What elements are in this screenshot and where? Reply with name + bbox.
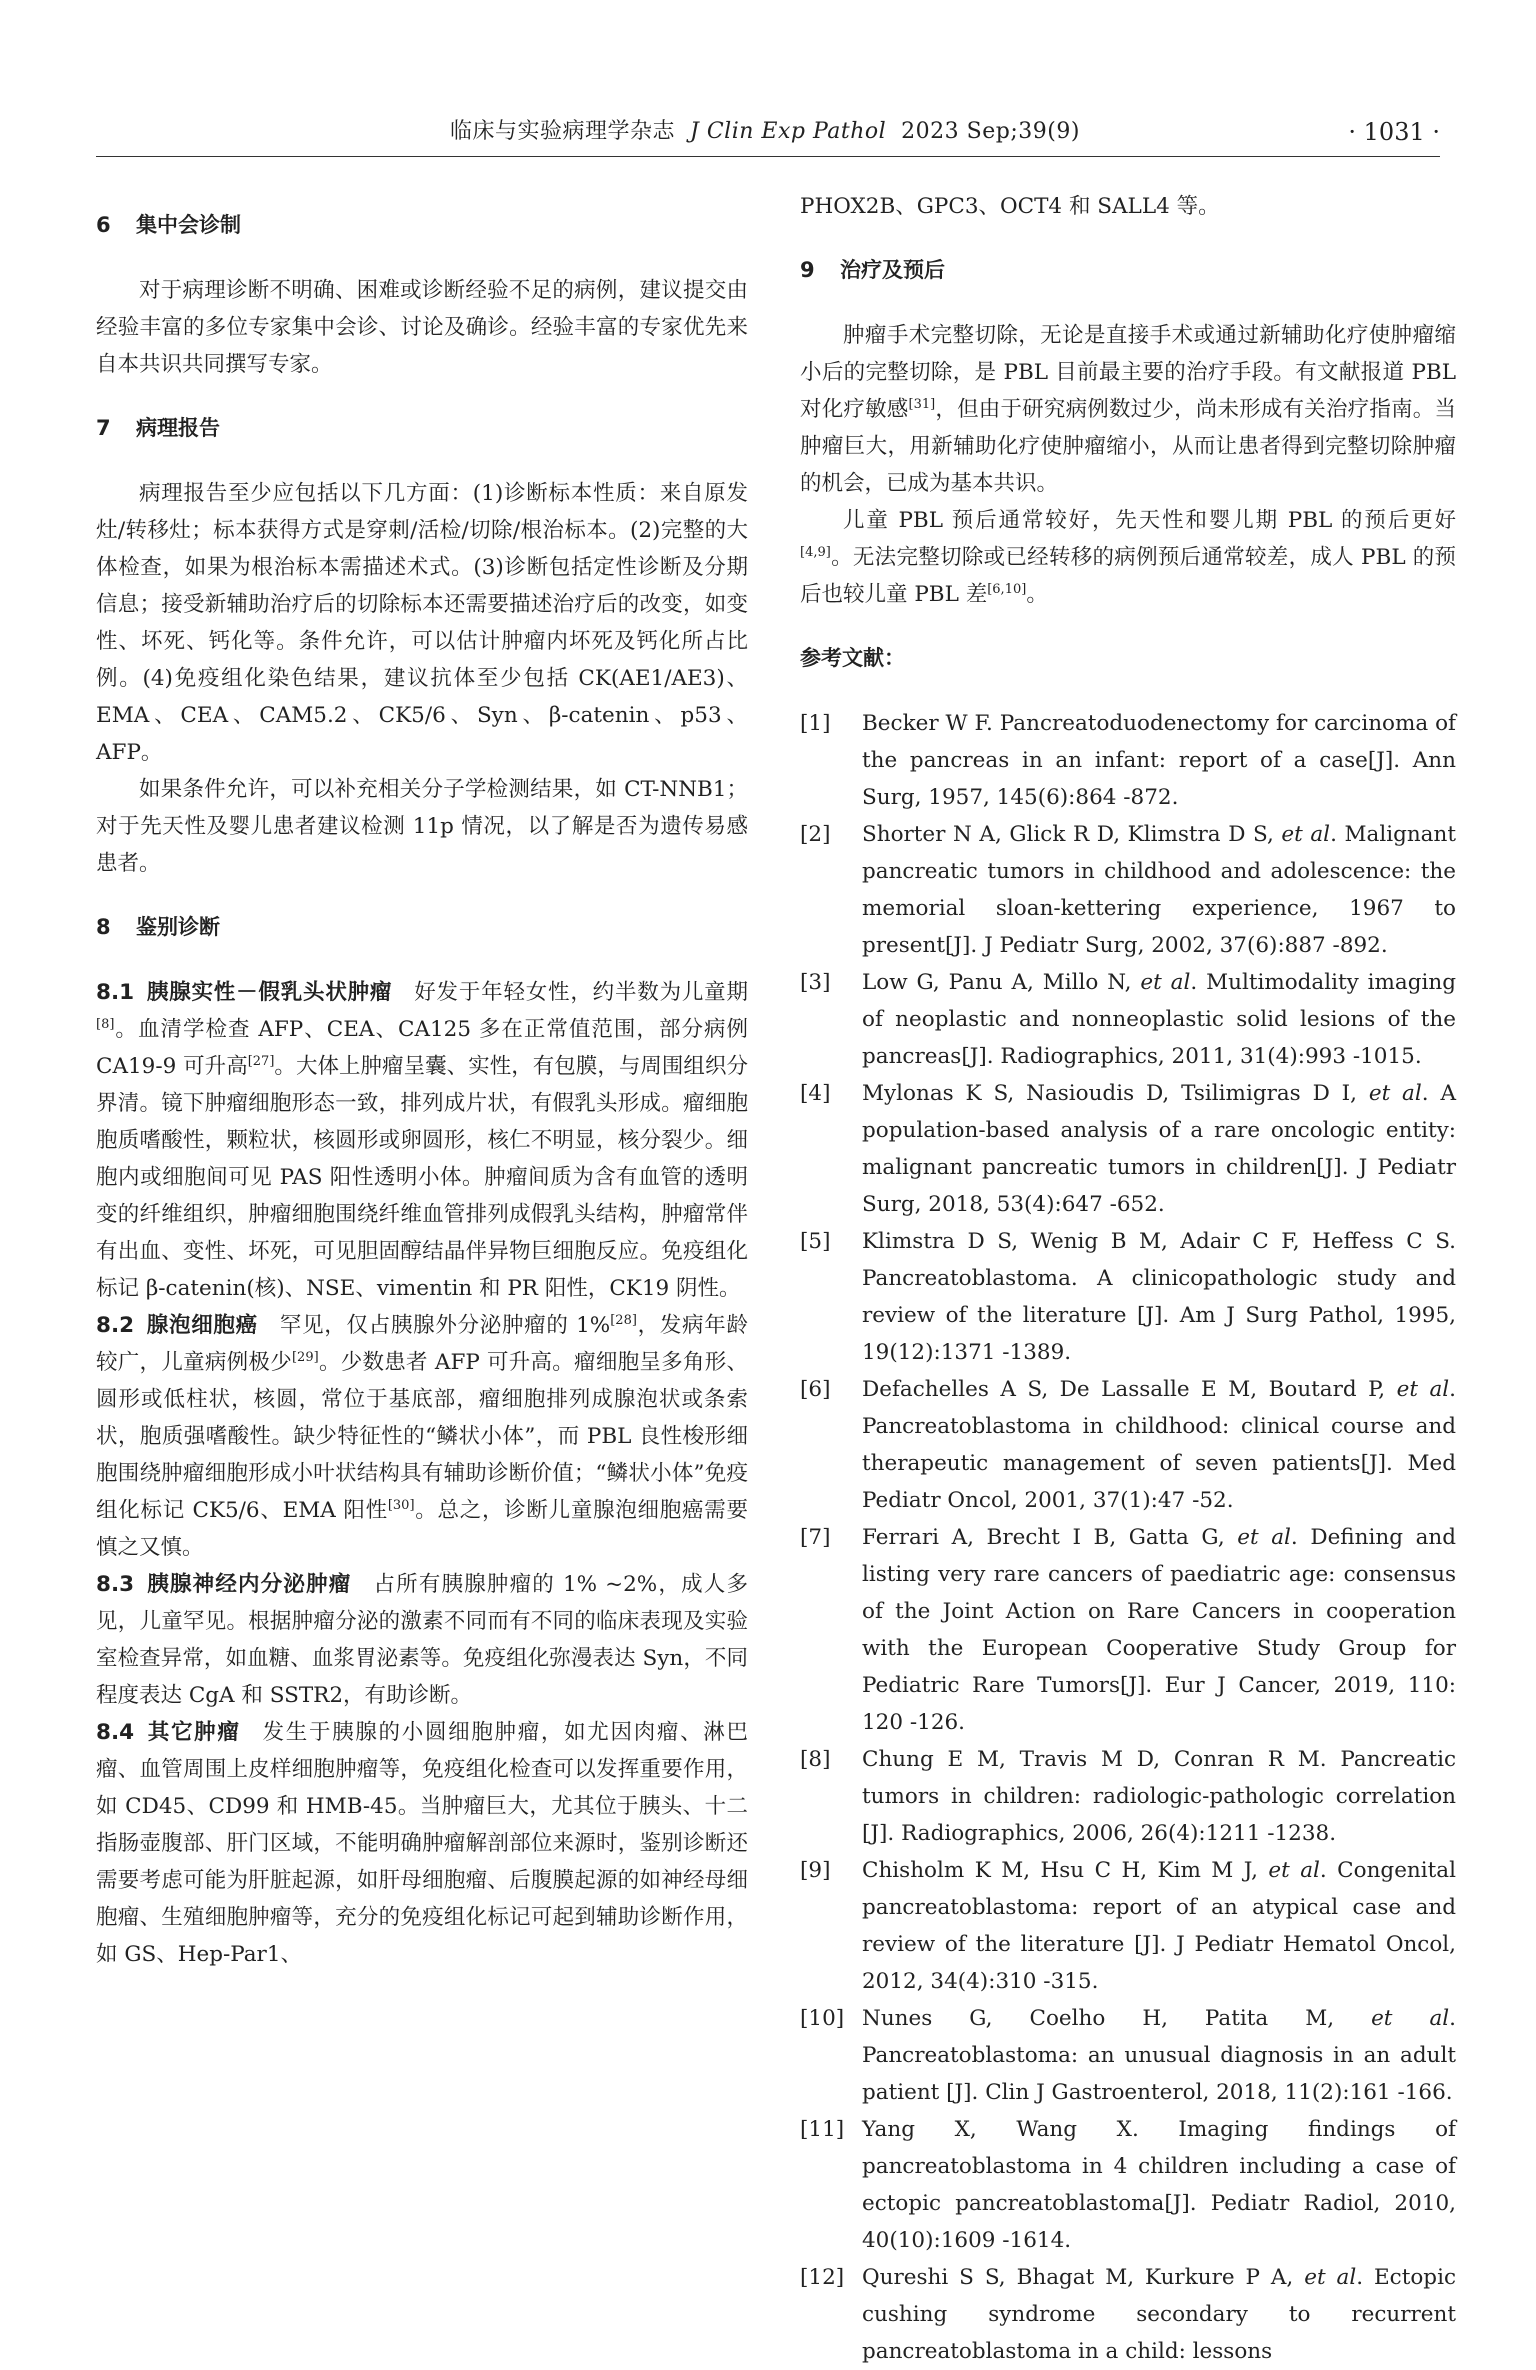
subsection-number: 8.3 bbox=[96, 1572, 135, 1597]
et-al: et al bbox=[1140, 970, 1191, 995]
reference-text: . Multimodality imaging of neoplastic and nonneoplastic solid lesions of the pancreas[J]. Radiographics, 2011, 31(4):993 -1015. bbox=[862, 970, 1456, 1069]
body-text: 。少数患者 AFP 可升高。瘤细胞呈多角形、圆形或低柱状，核圆，常位于基底部，瘤细胞排列成腺泡状或条索状，胞质强嗜酸性。缺少特征性的“鳞状小体”，而 PBL 良性梭形细胞围绕肿瘤细胞形成小叶状结构具有辅助诊断价值；“鳞状小体”免疫组化标记 CK5/6、EMA 阳性 bbox=[96, 1350, 748, 1523]
subsection-heading bbox=[96, 1720, 241, 1745]
left-column bbox=[96, 180, 748, 1973]
reference-item bbox=[800, 1519, 1456, 1741]
subsection-heading bbox=[96, 1313, 258, 1338]
et-al: et al bbox=[1396, 1377, 1450, 1402]
section-title: 集中会诊制 bbox=[136, 213, 241, 237]
citation: [27] bbox=[247, 1054, 275, 1069]
section-number: 8 bbox=[96, 915, 111, 939]
journal-title bbox=[450, 112, 1080, 152]
body-text: 罕见，仅占胰腺外分泌肿瘤的 1% bbox=[279, 1313, 611, 1338]
reference-number: [2] bbox=[800, 822, 831, 847]
subsection-heading bbox=[96, 980, 392, 1005]
section-6-paragraph: 对于病理诊断不明确、困难或诊断经验不足的病例，建议提交由经验丰富的多位专家集中会诊、讨论及确诊。经验丰富的专家优先来自本共识共同撰写专家。 bbox=[96, 278, 748, 377]
body-text: ，发病年龄较广，儿童病例极少 bbox=[96, 1313, 748, 1375]
journal-issue: 2023 Sep;39(9) bbox=[901, 119, 1080, 144]
section-7-paragraph-1: 病理报告至少应包括以下几方面：(1)诊断标本性质：来自原发灶/转移灶；标本获得方式是穿刺/活检/切除/根治标本。(2)完整的大体检查，如果为根治标本需描述术式。(3)诊断包括定性诊断及分期信息；接受新辅助治疗后的切除标本还需要描述治疗后的改变，如变性、坏死、钙化等。条件允许，可以估计肿瘤内坏死及钙化所占比例。(4)免疫组化染色结果，建议抗体至少包括 CK(AE1/AE3)、EMA、CEA、CAM5.2、CK5/6、Syn、β-catenin、p53、AFP。 bbox=[96, 481, 748, 765]
body-text: 好发于年轻女性，约半数为儿童期 bbox=[414, 980, 748, 1005]
page-number: · 1031 · bbox=[1348, 118, 1440, 146]
et-al: et al bbox=[1237, 1525, 1291, 1550]
reference-text: Nunes G, Coelho H, Patita M, bbox=[862, 2006, 1372, 2031]
body-text: ，但由于研究病例数过少，尚未形成有关治疗指南。当肿瘤巨大，用新辅助化疗使肿瘤缩小，从而让患者得到完整切除肿瘤的机会，已成为基本共识。 bbox=[800, 397, 1456, 496]
reference-text: . A population-based analysis of a rare oncologic entity: malignant pancreatic tumors in children[J]. J Pediatr Surg, 2018, 53(4):647 -652. bbox=[862, 1081, 1456, 1217]
et-al: et al bbox=[1281, 822, 1331, 847]
reference-item bbox=[800, 1075, 1456, 1223]
running-header bbox=[0, 112, 1536, 152]
reference-item bbox=[800, 2111, 1456, 2259]
subsection-title: 胰腺实性－假乳头状肿瘤 bbox=[146, 980, 393, 1005]
references-heading: 参考文献： bbox=[800, 646, 905, 670]
reference-item bbox=[800, 1371, 1456, 1519]
et-al: et al bbox=[1368, 1081, 1422, 1106]
reference-number: [6] bbox=[800, 1377, 831, 1402]
reference-number: [11] bbox=[800, 2117, 845, 2142]
reference-text: . Congenital pancreatoblastoma: report of an atypical case and review of the literature [J]. J Pediatr Hematol Oncol, 2012, 34(4):310 -315. bbox=[862, 1858, 1456, 1994]
section-9-paragraph-2 bbox=[800, 502, 1456, 613]
reference-item bbox=[800, 1852, 1456, 2000]
reference-number: [1] bbox=[800, 711, 831, 736]
reference-text: . Pancreatoblastoma: an unusual diagnosis in an adult patient [J]. Clin J Gastroenterol, 2018, 11(2):161 -166. bbox=[862, 2006, 1456, 2105]
subsection-8-4 bbox=[96, 1714, 748, 1973]
section-title: 病理报告 bbox=[136, 416, 220, 440]
header-rule bbox=[96, 156, 1440, 157]
body-text: 肿瘤手术完整切除，无论是直接手术或通过新辅助化疗使肿瘤缩小后的完整切除，是 PBL 目前最主要的治疗手段。有文献报道 PBL 对化疗敏感 bbox=[800, 323, 1456, 422]
subsection-title: 腺泡细胞癌 bbox=[146, 1313, 258, 1338]
reference-item bbox=[800, 1741, 1456, 1852]
section-9-paragraph-1 bbox=[800, 317, 1456, 502]
reference-text: Yang X, Wang X. Imaging findings of pancreatoblastoma in 4 children including a case of ectopic pancreatoblastoma[J]. Pediatr Radiol, 2010, 40(10):1609 -1614. bbox=[862, 2117, 1456, 2253]
citation: [28] bbox=[610, 1313, 637, 1328]
reference-item bbox=[800, 2000, 1456, 2111]
body-text: 儿童 PBL 预后通常较好，先天性和婴儿期 PBL 的预后更好 bbox=[843, 508, 1456, 533]
body-text: 占所有胰腺肿瘤的 1% ~2%，成人多见，儿童罕见。根据肿瘤分泌的激素不同而有不同的临床表现及实验室检查异常，如血糖、血浆胃泌素等。免疫组化弥漫表达 Syn，不同程度表达 CgA 和 SSTR2，有助诊断。 bbox=[96, 1572, 748, 1708]
citation: [30] bbox=[387, 1498, 415, 1513]
body-text: 。 bbox=[1026, 582, 1048, 607]
subsection-8-2 bbox=[96, 1307, 748, 1566]
et-al: et al bbox=[1304, 2265, 1357, 2290]
right-column bbox=[800, 180, 1456, 2370]
reference-text: Ferrari A, Brecht I B, Gatta G, bbox=[862, 1525, 1238, 1550]
reference-text: . Malignant pancreatic tumors in childhood and adolescence: the memorial sloan-kettering experience, 1967 to present[J]. J Pediatr Surg, 2002, 37(6):887 -892. bbox=[862, 822, 1456, 958]
reference-number: [10] bbox=[800, 2006, 845, 2031]
reference-text: . Pancreatoblastoma in childhood: clinical course and therapeutic management of seven patients[J]. Med Pediatr Oncol, 2001, 37(1):47 -52. bbox=[862, 1377, 1456, 1513]
et-al: et al bbox=[1268, 1858, 1320, 1883]
reference-item bbox=[800, 705, 1456, 816]
body-text: 。血清学检查 AFP、CEA、CA125 多在正常值范围，部分病例 CA19-9 可升高 bbox=[96, 1017, 748, 1079]
journal-title-en: J Clin Exp Pathol bbox=[690, 119, 887, 144]
subsection-8-1 bbox=[96, 974, 748, 1307]
reference-text: Defachelles A S, De Lassalle E M, Boutard P, bbox=[862, 1377, 1397, 1402]
body-text: 。无法完整切除或已经转移的病例预后通常较差，成人 PBL 的预后也较儿童 PBL 差 bbox=[800, 545, 1456, 607]
reference-text: Chung E M, Travis M D, Conran R M. Pancreatic tumors in children: radiologic-pathologic correlation [J]. Radiographics, 2006, 26(4):1211 -1238. bbox=[862, 1747, 1456, 1846]
section-number: 9 bbox=[800, 258, 815, 282]
subsection-heading bbox=[96, 1572, 351, 1597]
reference-text: Becker W F. Pancreatoduodenectomy for carcinoma of the pancreas in an infant: report of a case[J]. Ann Surg, 1957, 145(6):864 -872. bbox=[862, 711, 1456, 810]
section-number: 7 bbox=[96, 416, 111, 440]
body-text: 。总之，诊断儿童腺泡细胞癌需要慎之又慎。 bbox=[96, 1498, 748, 1560]
citation: [4,9] bbox=[800, 545, 831, 560]
section-7-heading bbox=[96, 411, 748, 445]
reference-item bbox=[800, 1223, 1456, 1371]
reference-number: [7] bbox=[800, 1525, 831, 1550]
subsection-title: 胰腺神经内分泌肿瘤 bbox=[146, 1572, 352, 1597]
reference-text: Klimstra D S, Wenig B M, Adair C F, Heffess C S. Pancreatoblastoma. A clinicopathologic study and review of the literature [J]. Am J Surg Pathol, 1995, 19(12):1371 -1389. bbox=[862, 1229, 1456, 1365]
reference-text: Low G, Panu A, Millo N, bbox=[862, 970, 1141, 995]
body-text: 。大体上肿瘤呈囊、实性，有包膜，与周围组织分界清。镜下肿瘤细胞形态一致，排列成片状，有假乳头形成。瘤细胞胞质嗜酸性，颗粒状，核圆形或卵圆形，核仁不明显，核分裂少。细胞内或细胞间可见 PAS 阳性透明小体。肿瘤间质为含有血管的透明变的纤维组织，肿瘤细胞围绕纤维血管排列成假乳头结构，肿瘤常伴有出血、变性、坏死，可见胆固醇结晶伴异物巨细胞反应。免疫组化标记 β-catenin(核)、NSE、vimentin 和 PR 阳性，CK19 阴性。 bbox=[96, 1054, 748, 1301]
section-8-heading bbox=[96, 910, 748, 944]
section-6-heading bbox=[96, 208, 748, 242]
reference-number: [5] bbox=[800, 1229, 831, 1254]
continued-text: PHOX2B、GPC3、OCT4 和 SALL4 等。 bbox=[800, 194, 1220, 219]
subsection-number: 8.1 bbox=[96, 980, 135, 1005]
reference-number: [8] bbox=[800, 1747, 831, 1772]
et-al: et al bbox=[1371, 2006, 1450, 2031]
reference-number: [9] bbox=[800, 1858, 831, 1883]
reference-item bbox=[800, 816, 1456, 964]
citation: [31] bbox=[908, 397, 936, 412]
reference-number: [4] bbox=[800, 1081, 831, 1106]
reference-item bbox=[800, 964, 1456, 1075]
section-title: 治疗及预后 bbox=[840, 258, 945, 282]
citation: [29] bbox=[291, 1350, 319, 1365]
reference-number: [12] bbox=[800, 2265, 845, 2290]
reference-text: Qureshi S S, Bhagat M, Kurkure P A, bbox=[862, 2265, 1305, 2290]
reference-text: Shorter N A, Glick R D, Klimstra D S, bbox=[862, 822, 1282, 847]
reference-number: [3] bbox=[800, 970, 831, 995]
section-title: 鉴别诊断 bbox=[136, 915, 220, 939]
reference-text: . Defining and listing very rare cancers of paediatric age: consensus of the Joint Action on Rare Cancers in cooperation with the European Cooperative Study Group for Pediatric Rare Tumors[J]. Eur J Cancer, 2019, 110: 120 -126. bbox=[862, 1525, 1456, 1735]
subsection-number: 8.4 bbox=[96, 1720, 135, 1745]
reference-text: . Ectopic cushing syndrome secondary to recurrent pancreatoblastoma in a child: lessons bbox=[862, 2265, 1456, 2364]
subsection-8-3 bbox=[96, 1566, 748, 1714]
reference-text: Mylonas K S, Nasioudis D, Tsilimigras D I, bbox=[862, 1081, 1369, 1106]
reference-text: Chisholm K M, Hsu C H, Kim M J, bbox=[862, 1858, 1269, 1883]
subsection-number: 8.2 bbox=[96, 1313, 135, 1338]
subsection-title: 其它肿瘤 bbox=[146, 1720, 241, 1745]
body-text: 发生于胰腺的小圆细胞肿瘤，如尤因肉瘤、淋巴瘤、血管周围上皮样细胞肿瘤等，免疫组化检查可以发挥重要作用，如 CD45、CD99 和 HMB-45。当肿瘤巨大，尤其位于胰头、十二指肠壶腹部、肝门区域，不能明确肿瘤解剖部位来源时，鉴别诊断还需要考虑可能为肝脏起源，如肝母细胞瘤、后腹膜起源的如神经母细胞瘤、生殖细胞肿瘤等，充分的免疫组化标记可起到辅助诊断作用，如 GS、Hep-Par1、 bbox=[96, 1720, 748, 1967]
citation: [8] bbox=[96, 1017, 115, 1032]
citation: [6,10] bbox=[987, 582, 1027, 597]
reference-list bbox=[800, 705, 1456, 2370]
section-9-heading bbox=[800, 253, 1456, 287]
reference-item bbox=[800, 2259, 1456, 2370]
section-number: 6 bbox=[96, 213, 111, 237]
journal-title-cn: 临床与实验病理学杂志 bbox=[450, 119, 676, 144]
section-7-paragraph-2: 如果条件允许，可以补充相关分子学检测结果，如 CT-NNB1；对于先天性及婴儿患者建议检测 11p 情况，以了解是否为遗传易感患者。 bbox=[96, 777, 748, 876]
